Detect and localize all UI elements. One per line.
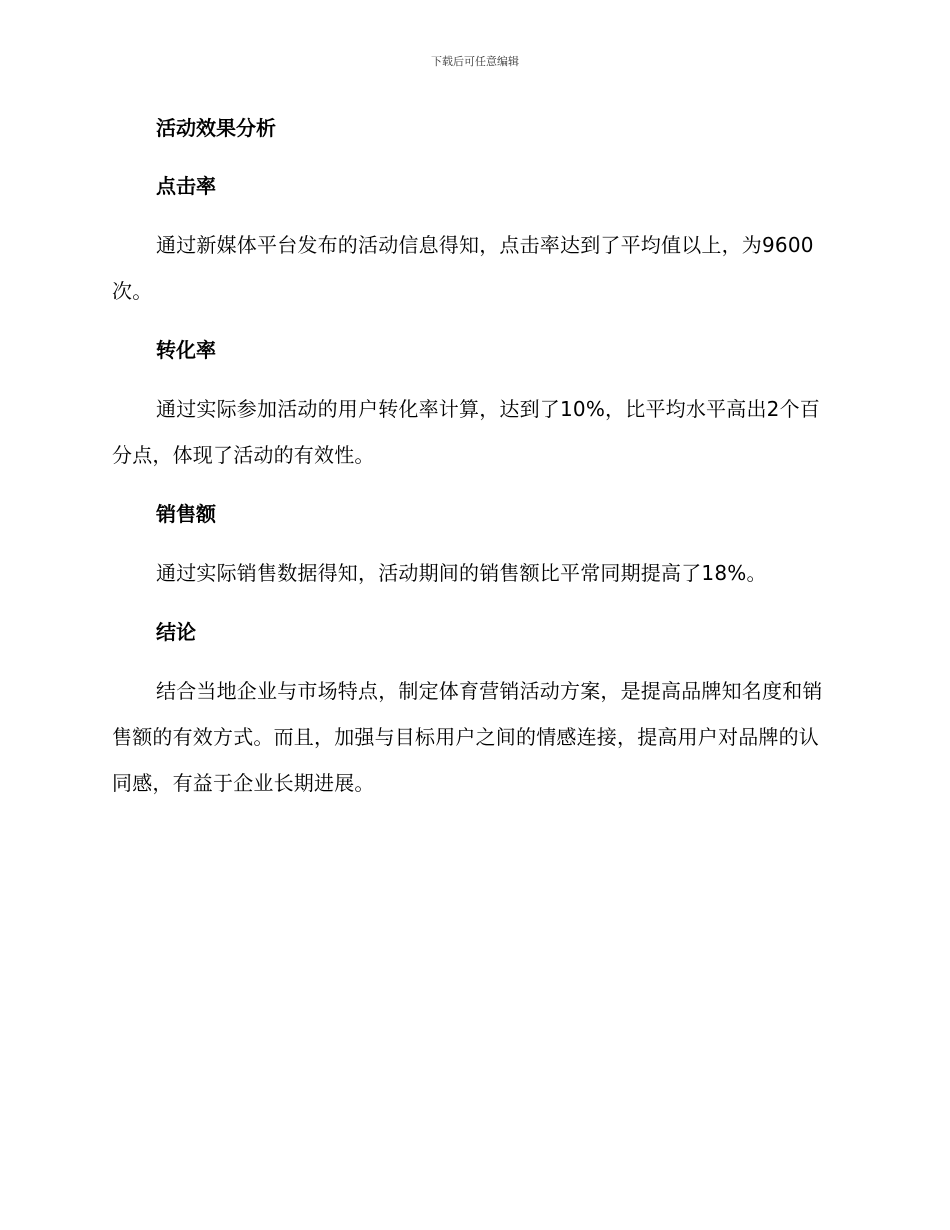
section-heading-conversion-rate: 转化率: [156, 338, 216, 362]
document-body: [112, 112, 834, 806]
section-heading-conclusion: 结论: [156, 620, 196, 644]
section-heading-click-rate: 点击率: [156, 174, 216, 198]
paragraph-sales: 通过实际销售数据得知，活动期间的销售额比平常同期提高了18%。: [156, 561, 767, 585]
section-heading-analysis: 活动效果分析: [156, 116, 276, 140]
page-header: 下载后可任意编辑: [431, 55, 519, 68]
paragraph-click-rate: 通过新媒体平台发布的活动信息得知，点击率达到了平均值以上，为9600次。: [112, 233, 814, 303]
paragraph-conversion-rate: 通过实际参加活动的用户转化率计算，达到了10%，比平均水平高出2个百分点，体现了活动的有效性。: [112, 397, 820, 467]
paragraph-conclusion: 结合当地企业与市场特点，制定体育营销活动方案，是提高品牌知名度和销售额的有效方式。而且，加强与目标用户之间的情感连接，提高用户对品牌的认同感，有益于企业长期进展。: [112, 679, 823, 795]
section-heading-sales: 销售额: [156, 502, 216, 526]
